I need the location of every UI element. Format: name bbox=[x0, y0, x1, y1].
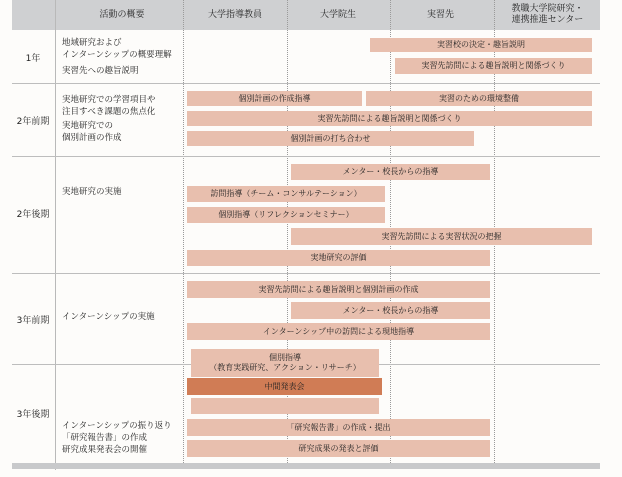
bottom-bar bbox=[12, 463, 600, 469]
row-description bbox=[62, 186, 180, 198]
activity-bar: 実習のための環境整備 bbox=[366, 91, 592, 106]
divider bbox=[55, 0, 56, 470]
activity-bar: 実習先訪問による趣旨説明と関係づくり bbox=[187, 111, 592, 126]
activity-bar: メンター・校長からの指導 bbox=[291, 302, 490, 319]
header-student: 大学院生 bbox=[319, 9, 356, 20]
desc-line: 実地研究の実施 bbox=[62, 187, 122, 197]
header-center bbox=[495, 0, 600, 30]
header-overview: 活動の概要 bbox=[99, 9, 145, 20]
period-label: 1年 bbox=[25, 54, 41, 64]
activity-bar: 実習校の決定・趣旨説明 bbox=[370, 38, 592, 52]
bar-line: 個別指導 bbox=[269, 353, 301, 362]
activity-bar: 実地研究の評価 bbox=[187, 250, 490, 266]
divider bbox=[183, 0, 184, 463]
activity-bar: 「研究報告書」の作成・提出 bbox=[187, 419, 490, 436]
activity-bar: 個別計画の作成指導 bbox=[187, 91, 362, 106]
desc-line: 「研究報告書」の作成 bbox=[62, 433, 148, 443]
period-label: 2年前期 bbox=[16, 117, 50, 127]
header-center-line1: 教職大学院研究・ bbox=[511, 4, 584, 14]
desc-line: インターンシップの概要理解 bbox=[62, 50, 172, 60]
activity-bar bbox=[191, 349, 379, 377]
header-teacher: 大学指導教員 bbox=[207, 9, 262, 20]
desc-line: 地域研究および bbox=[62, 38, 122, 48]
activity-bar: 個別指導（リフレクションセミナー） bbox=[187, 207, 385, 223]
desc-line: 個別計画の作成 bbox=[62, 133, 122, 143]
activity-bar: 実習先訪問による趣旨説明と個別計画の作成 bbox=[187, 281, 490, 298]
desc-line: 研究成果発表会の開催 bbox=[62, 445, 148, 455]
activity-bar: 研究成果の発表と評価 bbox=[187, 440, 490, 457]
row-description bbox=[62, 420, 180, 456]
desc-line: インターンシップの実施 bbox=[62, 312, 155, 322]
header-school: 実習先 bbox=[426, 9, 454, 20]
row-description bbox=[62, 37, 180, 77]
period-label: 3年前期 bbox=[16, 316, 50, 326]
desc-line: 実地研究での bbox=[62, 121, 114, 131]
activity-bar: インターンシップ中の訪問による現地指導 bbox=[187, 323, 490, 340]
bar-line: （教育実践研究、アクション・リサーチ） bbox=[209, 363, 361, 372]
activity-bar bbox=[191, 398, 379, 414]
activity-bar: 訪問指導（チーム・コンサルテーション） bbox=[187, 186, 385, 202]
activity-bar: 実習先訪問による趣旨説明と関係づくり bbox=[395, 58, 592, 74]
desc-line: 注目すべき課題の焦点化 bbox=[62, 107, 156, 117]
row-description bbox=[62, 311, 180, 323]
row-divider bbox=[12, 83, 600, 84]
row-divider bbox=[12, 156, 600, 157]
desc-line: インターンシップの振り返り bbox=[62, 421, 172, 431]
row-description bbox=[62, 94, 180, 144]
activity-bar: メンター・校長からの指導 bbox=[291, 164, 490, 180]
period-label: 2年後期 bbox=[16, 210, 50, 220]
desc-line: 実地研究での学習項目や bbox=[62, 95, 156, 105]
activity-bar: 実習先訪問による実習状況の把握 bbox=[291, 228, 592, 245]
header-center-line2: 連携推進センター bbox=[511, 15, 584, 25]
desc-line: 実習先への趣旨説明 bbox=[62, 66, 139, 76]
midterm-presentation-bar: 中間発表会 bbox=[187, 378, 382, 395]
period-label: 3年後期 bbox=[16, 410, 50, 420]
row-divider bbox=[12, 273, 600, 274]
activity-bar: 個別計画の打ち合わせ bbox=[187, 131, 474, 146]
